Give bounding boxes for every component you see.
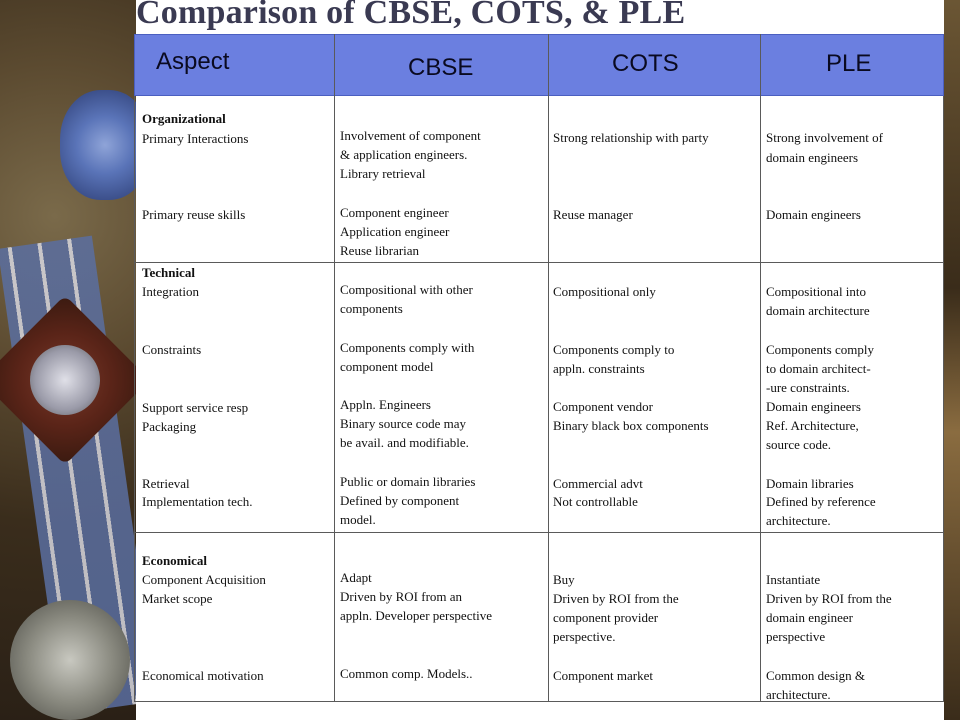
cbse-cell: Public or domain libraries	[340, 474, 476, 489]
ple-cell: -ure constraints.	[766, 380, 850, 395]
cots-cell: component provider	[553, 610, 659, 625]
aspect-label: Packaging	[142, 419, 197, 434]
ple-cell: domain architecture	[766, 303, 870, 318]
section-divider	[134, 532, 944, 533]
aspect-label: Retrieval	[142, 476, 190, 491]
aspect-label: Constraints	[142, 342, 202, 357]
cbse-cell: Involvement of component	[340, 128, 481, 143]
aspect-label: Market scope	[142, 591, 213, 606]
header-cots: COTS	[612, 50, 679, 77]
cbse-cell: Defined by component	[340, 493, 460, 508]
cbse-cell: Component engineer	[340, 205, 449, 220]
column-divider	[548, 34, 549, 702]
medal-center-image	[30, 345, 100, 415]
ple-cell: Driven by ROI from the	[766, 591, 892, 606]
ple-cell: perspective	[766, 629, 826, 644]
cbse-cell: be avail. and modifiable.	[340, 435, 469, 450]
cbse-cell: Adapt	[340, 570, 372, 585]
cbse-cell: component model	[340, 359, 434, 374]
decorative-medal-photo	[0, 0, 136, 720]
aspect-label: Support service resp	[142, 400, 249, 415]
section-organizational: Organizational	[142, 111, 226, 126]
ple-cell: domain engineers	[766, 150, 859, 165]
cots-cell: Not controllable	[553, 494, 638, 509]
cots-cell: appln. constraints	[553, 361, 645, 376]
ple-cell: Components comply	[766, 342, 874, 357]
cbse-cell: Components comply with	[340, 340, 475, 355]
aspect-label: Implementation tech.	[142, 494, 253, 509]
cbse-cell: components	[340, 301, 403, 316]
cbse-cell: Appln. Engineers	[340, 397, 431, 412]
aspect-label: Component Acquisition	[142, 572, 266, 587]
cbse-cell: Driven by ROI from an	[340, 589, 463, 604]
section-economical: Economical	[142, 553, 207, 568]
column-divider	[760, 34, 761, 702]
cbse-cell: model.	[340, 512, 376, 527]
cbse-cell: Common comp. Models..	[340, 666, 473, 681]
cots-cell: Buy	[553, 572, 575, 587]
table-header	[134, 34, 944, 96]
cots-cell: Component market	[553, 668, 654, 683]
cots-cell: Commercial advt	[553, 476, 643, 491]
cbse-cell: appln. Developer perspective	[340, 608, 492, 623]
cots-cell: perspective.	[553, 629, 616, 644]
ple-cell: source code.	[766, 437, 831, 452]
ple-cell: domain engineer	[766, 610, 853, 625]
ple-cell: to domain architect-	[766, 361, 871, 376]
rosette-image	[60, 90, 136, 200]
ple-cell: Domain libraries	[766, 476, 854, 491]
cbse-cell: Application engineer	[340, 224, 450, 239]
cots-cell: Components comply to	[553, 342, 675, 357]
decorative-edge	[944, 0, 960, 720]
cots-cell: Driven by ROI from the	[553, 591, 679, 606]
ple-cell: architecture.	[766, 513, 831, 528]
cbse-cell: Reuse librarian	[340, 243, 420, 258]
aspect-label: Economical motivation	[142, 668, 264, 683]
section-technical: Technical	[142, 265, 195, 280]
ple-cell: Domain engineers	[766, 207, 861, 222]
ple-cell: Strong involvement of	[766, 130, 883, 145]
ple-cell: Domain engineers	[766, 399, 861, 414]
cots-cell: Strong relationship with party	[553, 130, 709, 145]
column-divider	[334, 34, 335, 702]
aspect-label: Primary reuse skills	[142, 207, 246, 222]
ple-cell: architecture.	[766, 687, 831, 702]
cbse-cell: Binary source code may	[340, 416, 466, 431]
compass-image	[10, 600, 130, 720]
header-ple: PLE	[826, 50, 872, 77]
cbse-cell: Compositional with other	[340, 282, 473, 297]
cots-cell: Component vendor	[553, 399, 654, 414]
ple-cell: Common design &	[766, 668, 865, 683]
slide-title: Comparison of CBSE, COTS, & PLE	[136, 0, 686, 31]
aspect-label: Primary Interactions	[142, 131, 249, 146]
aspect-label: Integration	[142, 284, 200, 299]
cots-cell: Compositional only	[553, 284, 656, 299]
cots-cell: Reuse manager	[553, 207, 633, 222]
cbse-cell: & application engineers.	[340, 147, 468, 162]
ple-cell: Compositional into	[766, 284, 867, 299]
section-divider	[134, 262, 944, 263]
header-aspect: Aspect	[156, 48, 230, 75]
cots-cell: Binary black box components	[553, 418, 709, 433]
ple-cell: Ref. Architecture,	[766, 418, 859, 433]
cbse-cell: Library retrieval	[340, 166, 426, 181]
header-cbse: CBSE	[408, 54, 474, 81]
ple-cell: Defined by reference	[766, 494, 876, 509]
ple-cell: Instantiate	[766, 572, 821, 587]
